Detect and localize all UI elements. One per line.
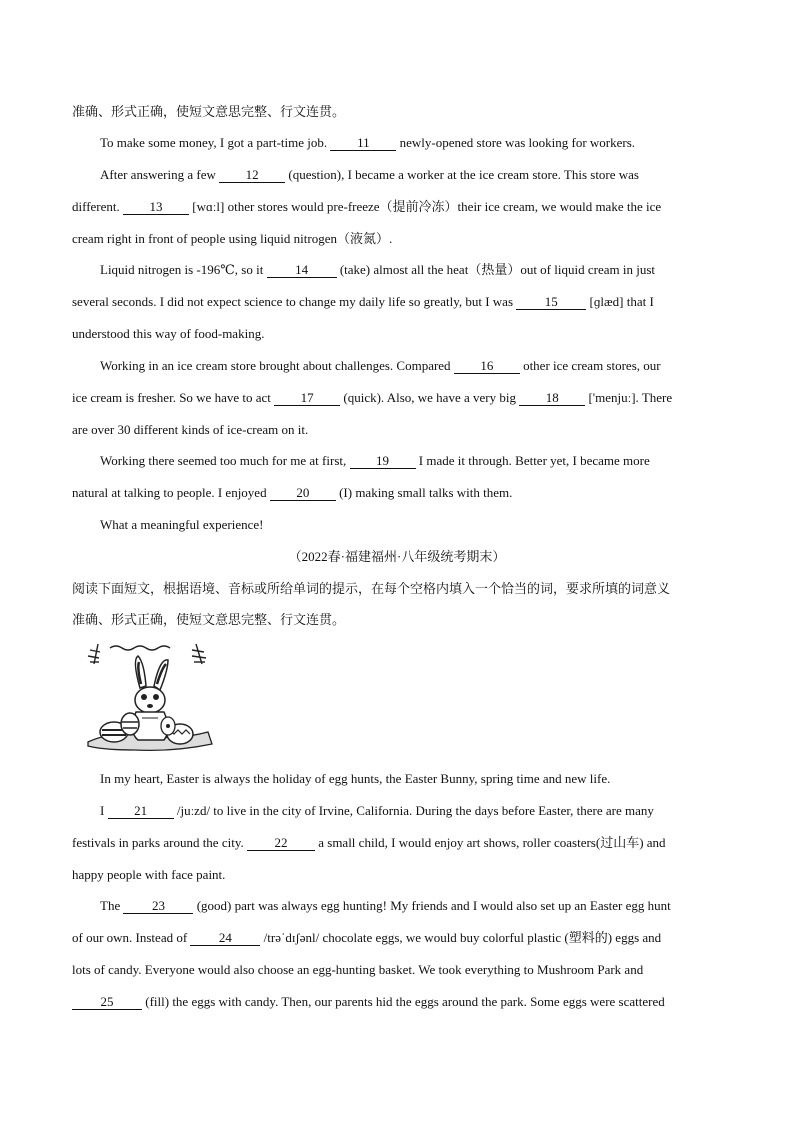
passage-line: of our own. Instead of 24 /trəˈdɪʃənl/ chocolate eggs, we would buy colorful plastic (塑料的) eggs and (72, 930, 662, 945)
answer-blank[interactable]: 25 (72, 994, 142, 1010)
passage-line: understood this way of food-making. (72, 326, 265, 341)
passage-line: different. 13 [wɑːl] other stores would pre-freeze（提前冷冻）their ice cream, we would make the ice (72, 199, 662, 214)
passage-line: In my heart, Easter is always the holiday of egg hunts, the Easter Bunny, spring time and new life. (100, 771, 611, 786)
answer-blank[interactable]: 11 (330, 135, 396, 151)
passage-line: several seconds. I did not expect science to change my daily life so greatly, but I was 15 [ɡlæd] that I (72, 294, 654, 309)
passage-line: The 23 (good) part was always egg hunting! My friends and I would also set up an Easter egg hunt (100, 898, 671, 913)
passage-line: are over 30 different kinds of ice-cream on it. (72, 422, 309, 437)
passage-line: What a meaningful experience! (100, 517, 264, 532)
answer-blank[interactable]: 20 (270, 485, 336, 501)
answer-blank[interactable]: 16 (454, 358, 520, 374)
passage-line: happy people with face paint. (72, 867, 226, 882)
passage-line: Liquid nitrogen is -196℃, so it 14 (take) almost all the heat（热量）out of liquid cream in just (100, 262, 655, 277)
answer-blank[interactable]: 24 (190, 930, 260, 946)
passage-line: Working in an ice cream store brought about challenges. Compared 16 other ice cream stores, our (100, 358, 661, 373)
answer-blank[interactable]: 15 (516, 294, 586, 310)
passage-line: ice cream is fresher. So we have to act 17 (quick). Also, we have a very big 18 ['menjuː]. There (72, 390, 673, 405)
answer-blank[interactable]: 18 (519, 390, 585, 406)
instructions-line: 阅读下面短文，根据语境、音标或所给单词的提示，在每个空格内填入一个恰当的词，要求所填的词意义 (72, 581, 671, 596)
answer-blank[interactable]: 19 (350, 453, 416, 469)
answer-blank[interactable]: 13 (123, 199, 189, 215)
passage-line: Working there seemed too much for me at first, 19 I made it through. Better yet, I became more (100, 453, 650, 468)
passage-line: cream right in front of people using liquid nitrogen（液氮）. (72, 231, 393, 246)
answer-blank[interactable]: 21 (108, 803, 174, 819)
answer-blank[interactable]: 23 (123, 898, 193, 914)
easter-bunny-illustration (84, 640, 220, 756)
passage-line: natural at talking to people. I enjoyed 20 (I) making small talks with them. (72, 485, 513, 500)
question-source: （2022春·福建福州·八年级统考期末） (288, 549, 506, 564)
passage-line: To make some money, I got a part-time job. 11 newly-opened store was looking for workers. (100, 135, 636, 150)
answer-blank[interactable]: 22 (247, 835, 315, 851)
answer-blank[interactable]: 12 (219, 167, 285, 183)
passage-line: lots of candy. Everyone would also choose an egg-hunting basket. We took everything to Mushroom Park and (72, 962, 644, 977)
passage-line: I 21 /juːzd/ to live in the city of Irvine, California. During the days before Easter, there are many (100, 803, 654, 818)
instructions-line: 准确、形式正确，使短文意思完整、行文连贯。 (72, 104, 346, 119)
passage-line: 25 (fill) the eggs with candy. Then, our parents hid the eggs around the park. Some eggs were scattered (72, 993, 665, 1011)
answer-blank[interactable]: 17 (274, 390, 340, 406)
passage-line: festivals in parks around the city. 22 a small child, I would enjoy art shows, roller coasters(过山车) and (72, 835, 666, 850)
answer-blank[interactable]: 14 (267, 262, 337, 278)
passage-line: After answering a few 12 (question), I became a worker at the ice cream store. This store was (100, 167, 639, 182)
instructions-line: 准确、形式正确，使短文意思完整、行文连贯。 (72, 612, 346, 627)
